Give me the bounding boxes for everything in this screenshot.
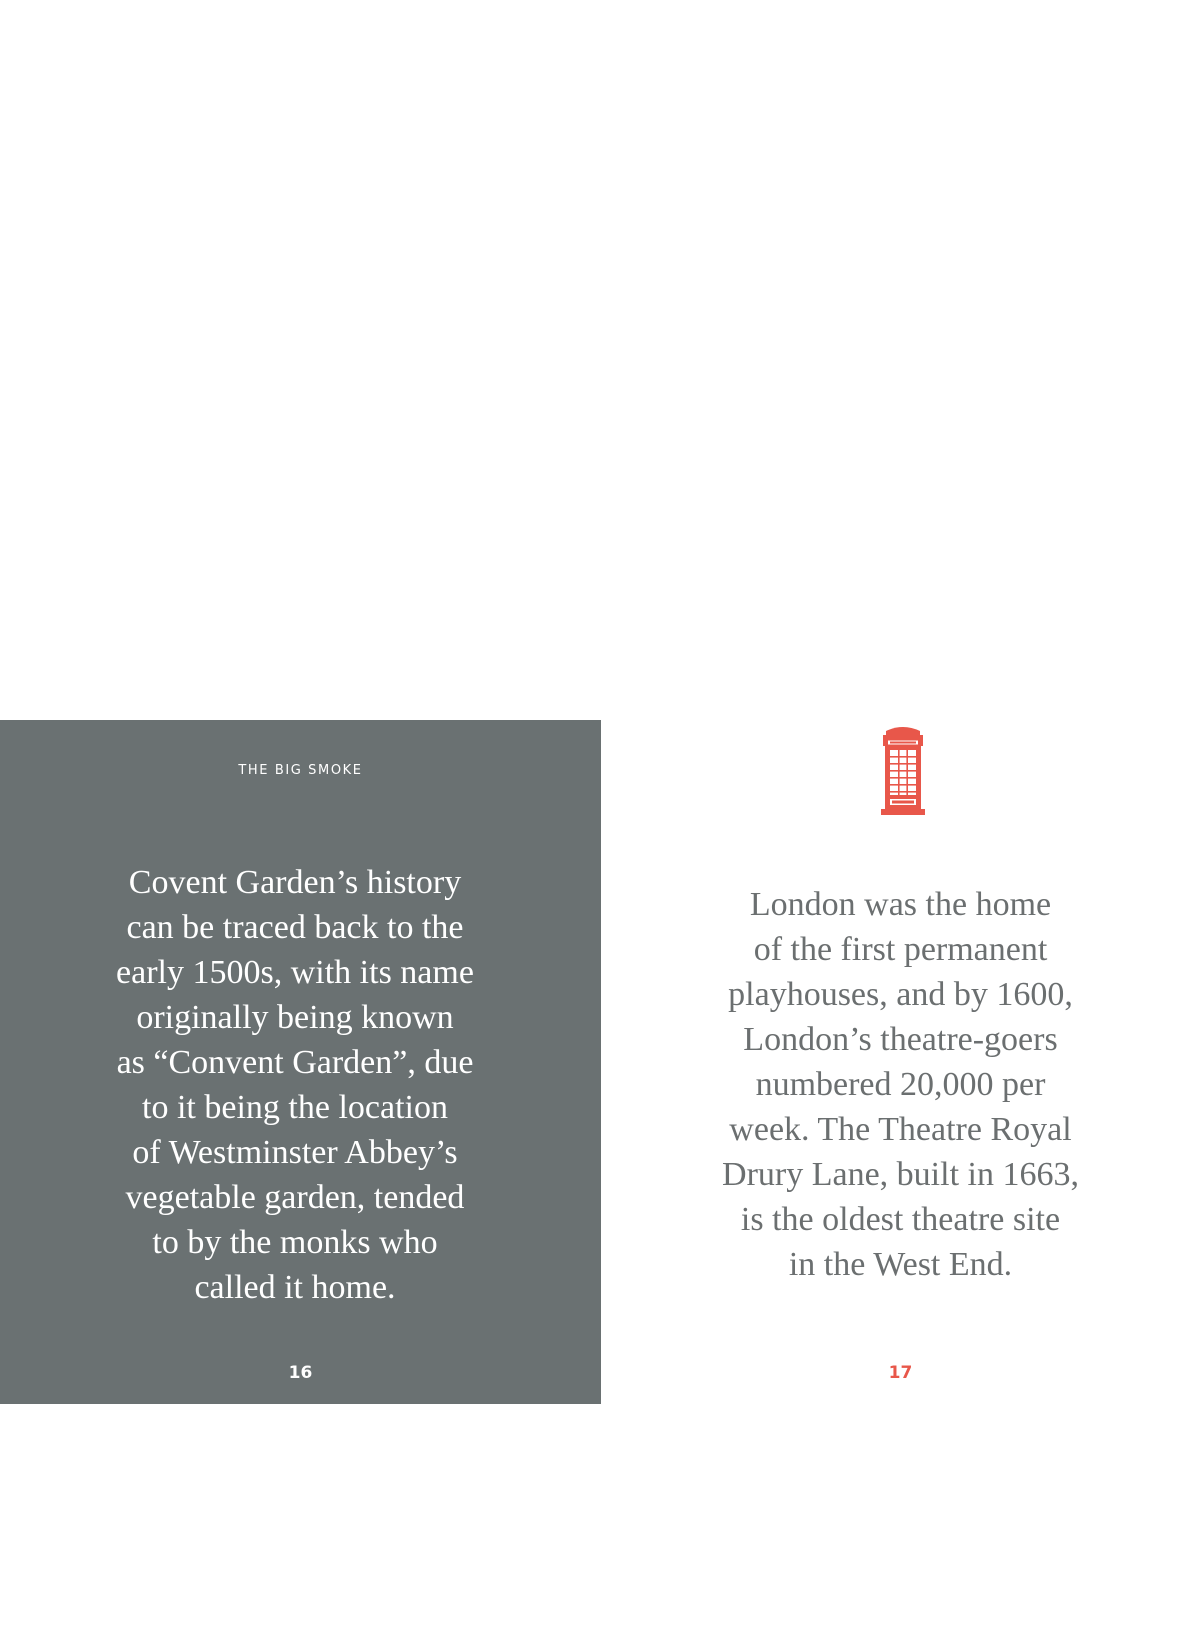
page-number-right: 17 — [888, 1363, 913, 1383]
body-line: of the first permanent — [753, 931, 1048, 968]
page-number-left: 16 — [288, 1363, 313, 1383]
body-line: in the West End. — [788, 1246, 1013, 1283]
body-line: Drury Lane, built in 1663, — [722, 1156, 1079, 1193]
right-page-body-text — [601, 882, 1200, 1287]
right-page — [601, 720, 1200, 1404]
book-spread — [0, 720, 1200, 1404]
body-line: London was the home — [749, 886, 1052, 923]
body-line: London’s theatre-goers — [743, 1021, 1058, 1058]
body-line: Covent Garden’s history — [128, 864, 462, 901]
body-line: of Westminster Abbey’s — [132, 1134, 458, 1171]
body-line: early 1500s, with its name — [116, 954, 474, 991]
body-line: to by the monks who — [152, 1224, 438, 1261]
running-head: THE BIG SMOKE — [238, 763, 363, 778]
left-page — [0, 720, 601, 1404]
body-line: vegetable garden, tended — [125, 1179, 465, 1216]
body-line: numbered 20,000 per — [755, 1066, 1046, 1103]
body-line: to it being the location — [142, 1089, 448, 1126]
left-page-body-text — [50, 860, 540, 1310]
telephone-box-icon — [878, 725, 928, 817]
body-line: can be traced back to the — [126, 909, 464, 946]
body-line: called it home. — [194, 1269, 396, 1306]
body-line: is the oldest theatre site — [740, 1201, 1061, 1238]
body-line: as “Convent Garden”, due — [116, 1044, 474, 1081]
body-line: originally being known — [136, 999, 454, 1036]
body-line: week. The Theatre Royal — [729, 1111, 1072, 1148]
body-line: playhouses, and by 1600, — [728, 976, 1073, 1013]
